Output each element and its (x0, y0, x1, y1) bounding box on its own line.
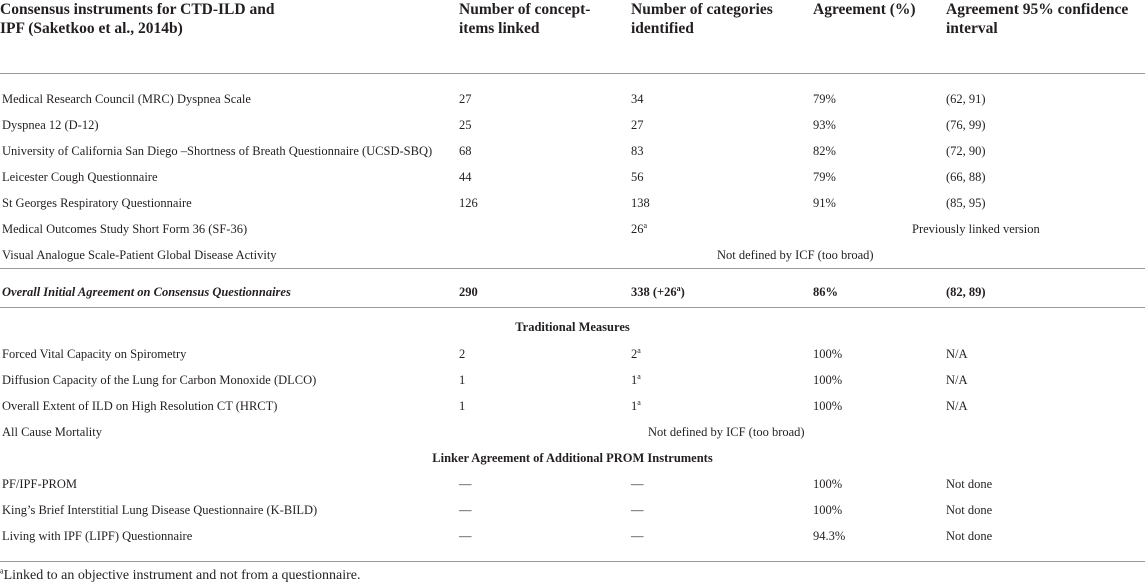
traditional-row-instrument: Forced Vital Capacity on Spirometry (2, 347, 187, 361)
consensus-row-agreement: 82% (813, 144, 836, 158)
overall-items: 290 (459, 285, 478, 299)
header-agreement: Agreement (%) (813, 1, 916, 18)
consensus-row-agreement: 79% (813, 170, 836, 184)
footnote: $^a$Linked to an objective instrument and not from a questionnaire. (0, 566, 361, 583)
consensus-row-items: 126 (459, 196, 478, 210)
traditional-row-instrument: Overall Extent of ILD on High Resolution CT (HRCT) (2, 399, 278, 413)
consensus-row-ci: (62, 91) (946, 92, 986, 106)
prom-row-items: — (459, 477, 472, 491)
traditional-row-categories: 1$^a$ (631, 397, 641, 413)
traditional-title: Traditional Measures (515, 320, 630, 334)
prom-row-agreement: 100% (813, 503, 843, 517)
sf36-instrument: Medical Outcomes Study Short Form 36 (SF-36) (2, 222, 248, 236)
mortality-note: Not defined by ICF (too broad) (648, 425, 805, 439)
header-divider (0, 73, 1145, 74)
prom-row-agreement: 100% (813, 477, 843, 491)
consensus-row-ci: (72, 90) (946, 144, 986, 158)
traditional-row-items: 1 (459, 399, 466, 413)
sf36-categories: 26$^a$ (631, 220, 648, 236)
traditional-row-agreement: 100% (813, 347, 843, 361)
vas-instrument: Visual Analogue Scale-Patient Global Disease Activity (2, 248, 277, 262)
consensus-row-ci: (76, 99) (946, 118, 986, 132)
traditional-row-categories: 2$^a$ (631, 345, 641, 361)
overall-agreement: 86% (813, 285, 838, 299)
consensus-row-agreement: 79% (813, 92, 836, 106)
consensus-row-agreement: 93% (813, 118, 836, 132)
prom-row-ci: Not done (946, 529, 993, 543)
prom-row-instrument: PF/IPF-PROM (2, 477, 78, 491)
prom-row-agreement: 94.3% (813, 529, 846, 543)
consensus-row-items: 27 (459, 92, 472, 106)
consensus-row-categories: 56 (631, 170, 644, 184)
prom-row-categories: — (631, 529, 644, 543)
consensus-row-categories: 27 (631, 118, 644, 132)
traditional-row-instrument: Diffusion Capacity of the Lung for Carbon Monoxide (DLCO) (2, 373, 317, 387)
sf36-note: Previously linked version (912, 222, 1040, 236)
consensus-row-ci: (85, 95) (946, 196, 986, 210)
consensus-row-items: 68 (459, 144, 472, 158)
prom-row-categories: — (631, 503, 644, 517)
consensus-row-instrument: University of California San Diego –Shortness of Breath Questionnaire (UCSD-SBQ) (2, 144, 433, 158)
consensus-row-agreement: 91% (813, 196, 836, 210)
prom-row-ci: Not done (946, 477, 993, 491)
prom-row-instrument: King’s Brief Interstitial Lung Disease Questionnaire (K-BILD) (2, 503, 318, 517)
traditional-row-items: 2 (459, 347, 466, 361)
header-instruments: Consensus instruments for CTD-ILD and IPF (Saketkoo et al., 2014b) (0, 1, 275, 37)
overall-label: Overall Initial Agreement on Consensus Questionnaires (2, 285, 291, 299)
consensus-row-categories: 34 (631, 92, 644, 106)
consensus-row-instrument: Dyspnea 12 (D-12) (2, 118, 99, 132)
prom-row-items: — (459, 529, 472, 543)
consensus-row-instrument: Medical Research Council (MRC) Dyspnea Scale (2, 92, 251, 106)
traditional-row-agreement: 100% (813, 399, 843, 413)
traditional-row-ci: N/A (946, 347, 968, 361)
traditional-row-ci: N/A (946, 373, 968, 387)
consensus-row-ci: (66, 88) (946, 170, 986, 184)
traditional-row-items: 1 (459, 373, 466, 387)
footer-divider (0, 561, 1145, 562)
consensus-row-items: 25 (459, 118, 472, 132)
traditional-row-categories: 1$^a$ (631, 371, 641, 387)
consensus-row-instrument: Leicester Cough Questionnaire (2, 170, 158, 184)
header-concept-items: Number of concept-items linked (459, 1, 591, 37)
consensus-row-instrument: St Georges Respiratory Questionnaire (2, 196, 192, 210)
overall-categories: 338 $(+26^a)$ (631, 283, 685, 299)
prom-row-items: — (459, 503, 472, 517)
consensus-row-items: 44 (459, 170, 472, 184)
overall-divider-top (0, 268, 1145, 269)
header-ci: Agreement 95% confidence interval (946, 1, 1129, 37)
header-categories: Number of categories identified (631, 1, 773, 37)
prom-row-ci: Not done (946, 503, 993, 517)
consensus-row-categories: 138 (631, 196, 650, 210)
prom-row-instrument: Living with IPF (LIPF) Questionnaire (2, 529, 193, 543)
overall-divider-bottom (0, 307, 1145, 308)
traditional-row-agreement: 100% (813, 373, 843, 387)
traditional-row-ci: N/A (946, 399, 968, 413)
mortality-instrument: All Cause Mortality (2, 425, 102, 439)
prom-row-categories: — (631, 477, 644, 491)
consensus-row-categories: 83 (631, 144, 644, 158)
prom-title: Linker Agreement of Additional PROM Instruments (432, 451, 713, 465)
overall-ci: (82, 89) (946, 285, 986, 299)
vas-note: Not defined by ICF (too broad) (717, 248, 874, 262)
